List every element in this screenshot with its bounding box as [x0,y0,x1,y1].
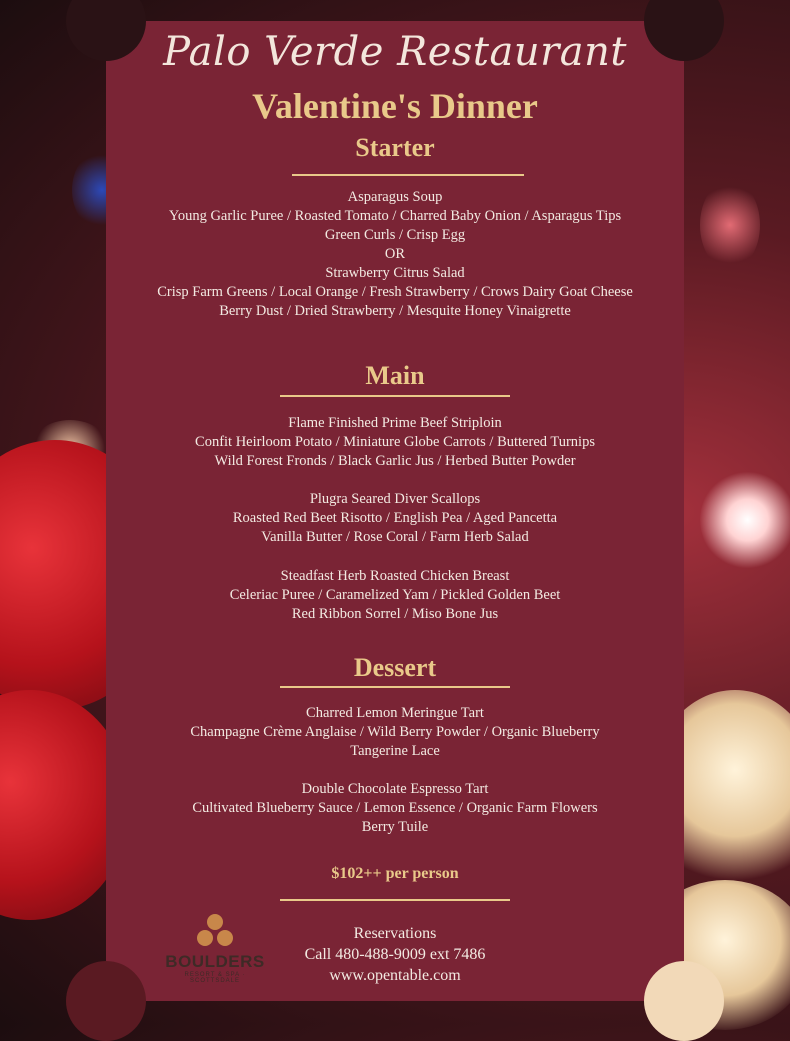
divider [280,395,510,397]
restaurant-name: Palo Verde Restaurant [163,29,627,75]
reservations-website[interactable]: www.opentable.com [329,967,461,984]
logo-dot [217,930,233,946]
menu-line: OR [384,246,406,262]
logo-dot [197,930,213,946]
menu-line: Plugra Seared Diver Scallops [309,491,481,507]
menu-line: Asparagus Soup [347,189,443,205]
dessert-dish-2 [106,780,684,837]
section-heading-starter: Starter [355,133,435,162]
logo-name: BOULDERS [165,952,265,971]
divider [292,174,524,176]
menu-line: Confit Heirloom Potato / Miniature Globe Carrots / Buttered Turnips [195,434,595,450]
main-dish-2 [106,490,684,547]
bokeh-light [700,470,790,570]
menu-line: Cultivated Blueberry Sauce / Lemon Essence / Organic Farm Flowers [192,800,598,816]
logo-dot [207,914,223,930]
menu-line: Celeriac Puree / Caramelized Yam / Pickled Golden Beet [229,587,561,603]
divider [280,899,510,901]
logo-tagline: RESORT & SPA · SCOTTSDALE [184,972,246,984]
menu-line: Wild Forest Fronds / Black Garlic Jus / Herbed Butter Powder [214,453,576,469]
menu-line: Steadfast Herb Roasted Chicken Breast [280,568,510,584]
starter-menu [106,188,684,321]
menu-line: Young Garlic Puree / Roasted Tomato / Charred Baby Onion / Asparagus Tips [168,208,622,224]
logo-icon [195,914,235,950]
menu-line: Vanilla Butter / Rose Coral / Farm Herb Salad [261,529,529,545]
menu-line: Double Chocolate Espresso Tart [301,781,489,797]
menu-line: Berry Tuile [361,819,429,835]
main-dish-1 [106,414,684,471]
section-heading-dessert: Dessert [353,653,437,682]
boulders-logo [162,914,268,986]
main-dish-3 [106,567,684,624]
divider [280,686,510,688]
dessert-dish-1 [106,704,684,761]
menu-line: Crisp Farm Greens / Local Orange / Fresh Strawberry / Crows Dairy Goat Cheese [157,284,633,300]
price-per-person: $102++ per person [331,865,459,882]
menu-line: Strawberry Citrus Salad [325,265,465,281]
menu-line: Charred Lemon Meringue Tart [306,705,484,721]
bokeh-light [700,180,760,270]
page-title: Valentine's Dinner [252,86,538,126]
menu-line: Roasted Red Beet Risotto / English Pea / Aged Pancetta [232,510,558,526]
menu-line: Berry Dust / Dried Strawberry / Mesquite Honey Vinaigrette [219,303,571,319]
menu-line: Green Curls / Crisp Egg [324,227,466,243]
section-heading-main: Main [365,361,425,390]
menu-line: Flame Finished Prime Beef Striploin [288,415,502,431]
menu-line: Tangerine Lace [350,743,440,759]
reservations-label: Reservations [353,925,437,942]
menu-line: Champagne Crème Anglaise / Wild Berry Powder / Organic Blueberry [190,724,600,740]
menu-content [106,21,684,1001]
reservations-phone[interactable]: Call 480-488-9009 ext 7486 [304,946,486,963]
menu-line: Red Ribbon Sorrel / Miso Bone Jus [291,606,499,622]
